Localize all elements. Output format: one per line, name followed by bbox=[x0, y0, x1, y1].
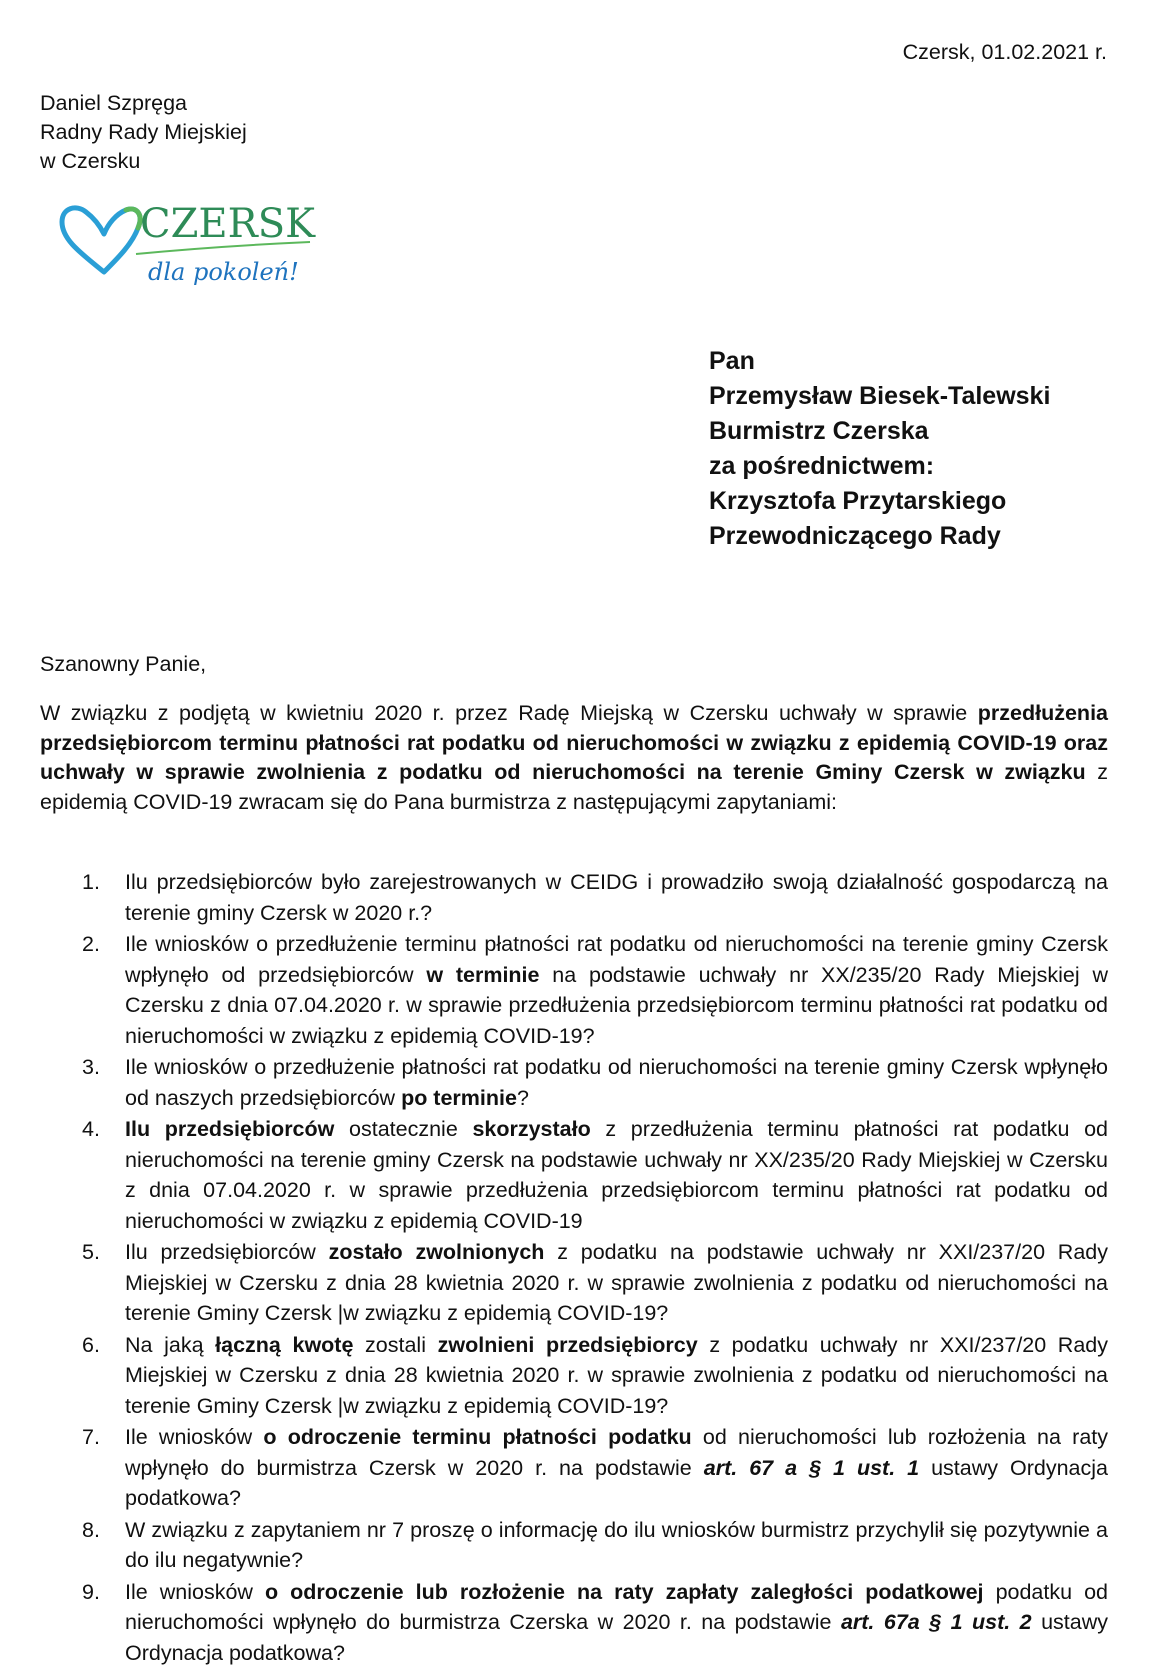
intro-text: z epidemią COVID-19 zwracam się do Pana burmistrza z następującymi zapytaniami: bbox=[40, 760, 1108, 814]
logo-tagline: dla pokoleń! bbox=[148, 258, 299, 286]
question-number: 7. bbox=[82, 1425, 100, 1449]
sender-place: w Czersku bbox=[40, 149, 141, 173]
question-item bbox=[40, 929, 1108, 1051]
question-text-bold-italic: art. 67 a § 1 ust. 1 bbox=[703, 1455, 920, 1480]
question-text-bold: o odroczenie lub rozłożenie na raty zapłaty zaległości podatkowej bbox=[264, 1579, 984, 1604]
sender-block bbox=[40, 89, 247, 176]
question-item bbox=[40, 1515, 1108, 1576]
question-item bbox=[40, 1330, 1108, 1422]
intro-paragraph bbox=[40, 699, 1108, 817]
question-text: od nieruchomości lub rozłożenia na raty wpłynęło do burmistrza Czersk w 2020 r. na podstawie bbox=[125, 1425, 1108, 1480]
question-text: W związku z zapytaniem nr 7 proszę o informację do ilu wniosków burmistrz przychylił się pozytywnie a do ilu negatywnie? bbox=[125, 1517, 1108, 1572]
question-list bbox=[40, 867, 1108, 1669]
question-text: Ilu przedsiębiorców było zarejestrowanych w CEIDG i prowadziło swoją działalność gospodarczą na terenie gminy Czersk w 2020 r.? bbox=[125, 870, 1108, 925]
question-text: z podatku na podstawie uchwały nr XXI/237/20 Rady Miejskiej w Czersku z dnia 28 kwietnia 2020 r. w sprawie zwolnienia z podatku od nieruchomości na terenie Gminy Czersk |w związku z epidemią COVID-19? bbox=[125, 1240, 1108, 1325]
question-text: ostatecznie bbox=[334, 1117, 473, 1141]
question-text-bold: skorzystało bbox=[472, 1117, 591, 1141]
sender-role: Radny Rady Miejskiej bbox=[40, 120, 247, 144]
question-number: 3. bbox=[82, 1055, 100, 1079]
question-text-bold: łączną kwotę bbox=[215, 1332, 354, 1357]
recipient-line: Przewodniczącego Rady bbox=[709, 522, 1001, 550]
question-text: Ile wniosków o przedłużenie płatności rat podatku od nieruchomości na terenie gminy Czersk wpłynęło od naszych przedsiębiorców bbox=[125, 1055, 1108, 1110]
question-text-bold-italic: art. 67a § 1 ust. 2 bbox=[840, 1610, 1032, 1634]
question-item bbox=[40, 1577, 1108, 1669]
salutation: Szanowny Panie, bbox=[40, 652, 207, 676]
question-text: Ile wniosków o przedłużenie terminu płatności rat podatku od nieruchomości na terenie gminy Czersk wpłynęło od przedsiębiorców bbox=[125, 932, 1108, 987]
question-text-bold: zwolnieni przedsiębiorcy bbox=[437, 1332, 698, 1357]
question-text-bold: w terminie bbox=[426, 962, 540, 987]
question-text-bold: po terminie bbox=[401, 1085, 517, 1110]
logo-text: CZERSK bbox=[140, 201, 315, 247]
question-number: 4. bbox=[82, 1117, 100, 1141]
question-number: 1. bbox=[82, 870, 100, 894]
question-text: na podstawie uchwały nr XX/235/20 Rady Miejskiej w Czersku z dnia 07.04.2020 r. w sprawie przedłużenia przedsiębiorcom terminu płatności rat podatku od nieruchomości w związku z epidemią COVID-19? bbox=[125, 962, 1108, 1048]
question-text: podatku od nieruchomości wpłynęło do burmistrza Czerska w 2020 r. na podstawie bbox=[125, 1579, 1109, 1634]
heart-icon bbox=[62, 208, 140, 272]
question-text: z podatku uchwały nr XXI/237/20 Rady Miejskiej w Czersku z dnia 28 kwietnia 2020 r. w sprawie zwolnienia z podatku od nieruchomości na terenie Gminy Czersk |w związku z epidemią COVID-19? bbox=[125, 1332, 1109, 1418]
intro-text-bold: przedłużenia przedsiębiorcom terminu płatności rat podatku od nieruchomości w związku z epidemią COVID-19 oraz uchwały w sprawie zwolnienia z podatku od nieruchomości na terenie Gminy Czersk w związku bbox=[40, 701, 1108, 784]
question-text: Ile wniosków bbox=[125, 1425, 264, 1449]
recipient-line: Pan bbox=[709, 347, 755, 375]
question-text: ustawy Ordynacja podatkowa? bbox=[125, 1455, 1108, 1510]
question-text-bold: zostało zwolnionych bbox=[328, 1240, 545, 1264]
question-number: 5. bbox=[82, 1240, 100, 1264]
letter-date: Czersk, 01.02.2021 r. bbox=[902, 40, 1107, 64]
czersk-logo bbox=[40, 192, 370, 304]
question-number: 9. bbox=[82, 1579, 100, 1604]
question-text-bold: Ilu przedsiębiorców bbox=[125, 1117, 335, 1141]
question-text: Ile wniosków bbox=[125, 1579, 265, 1604]
recipient-line: Burmistrz Czerska bbox=[709, 417, 929, 445]
intro-text: W związku z podjętą w kwietniu 2020 r. przez Radę Miejską w Czersku uchwały w sprawie bbox=[40, 701, 978, 725]
question-text: zostali bbox=[353, 1332, 438, 1357]
question-item bbox=[40, 1052, 1108, 1113]
question-text: ustawy Ordynacja podatkowa? bbox=[125, 1610, 1109, 1665]
recipient-line: za pośrednictwem: bbox=[709, 452, 935, 480]
question-text: z przedłużenia terminu płatności rat podatku od nieruchomości na terenie gminy Czersk na podstawie uchwały nr XX/235/20 Rady Miejskiej w Czersku z dnia 07.04.2020 r. w sprawie przedłużenia przedsiębiorcom terminu płatności rat podatku od nieruchomości w związku z epidemią COVID-19 bbox=[125, 1117, 1108, 1233]
sender-name: Daniel Szpręga bbox=[40, 91, 188, 115]
question-number: 6. bbox=[82, 1332, 100, 1357]
question-text: Ilu przedsiębiorców bbox=[125, 1240, 329, 1264]
question-item bbox=[40, 867, 1108, 928]
question-text: ? bbox=[516, 1085, 529, 1110]
recipient-block bbox=[709, 344, 1050, 554]
question-text: Na jaką bbox=[125, 1332, 216, 1357]
question-item bbox=[40, 1422, 1108, 1514]
question-item bbox=[40, 1237, 1108, 1329]
question-item bbox=[40, 1114, 1108, 1236]
question-number: 2. bbox=[82, 932, 100, 956]
recipient-line: Krzysztofa Przytarskiego bbox=[709, 487, 1007, 515]
question-text-bold: o odroczenie terminu płatności podatku bbox=[263, 1425, 692, 1449]
question-number: 8. bbox=[82, 1517, 100, 1542]
recipient-line: Przemysław Biesek-Talewski bbox=[709, 382, 1051, 410]
